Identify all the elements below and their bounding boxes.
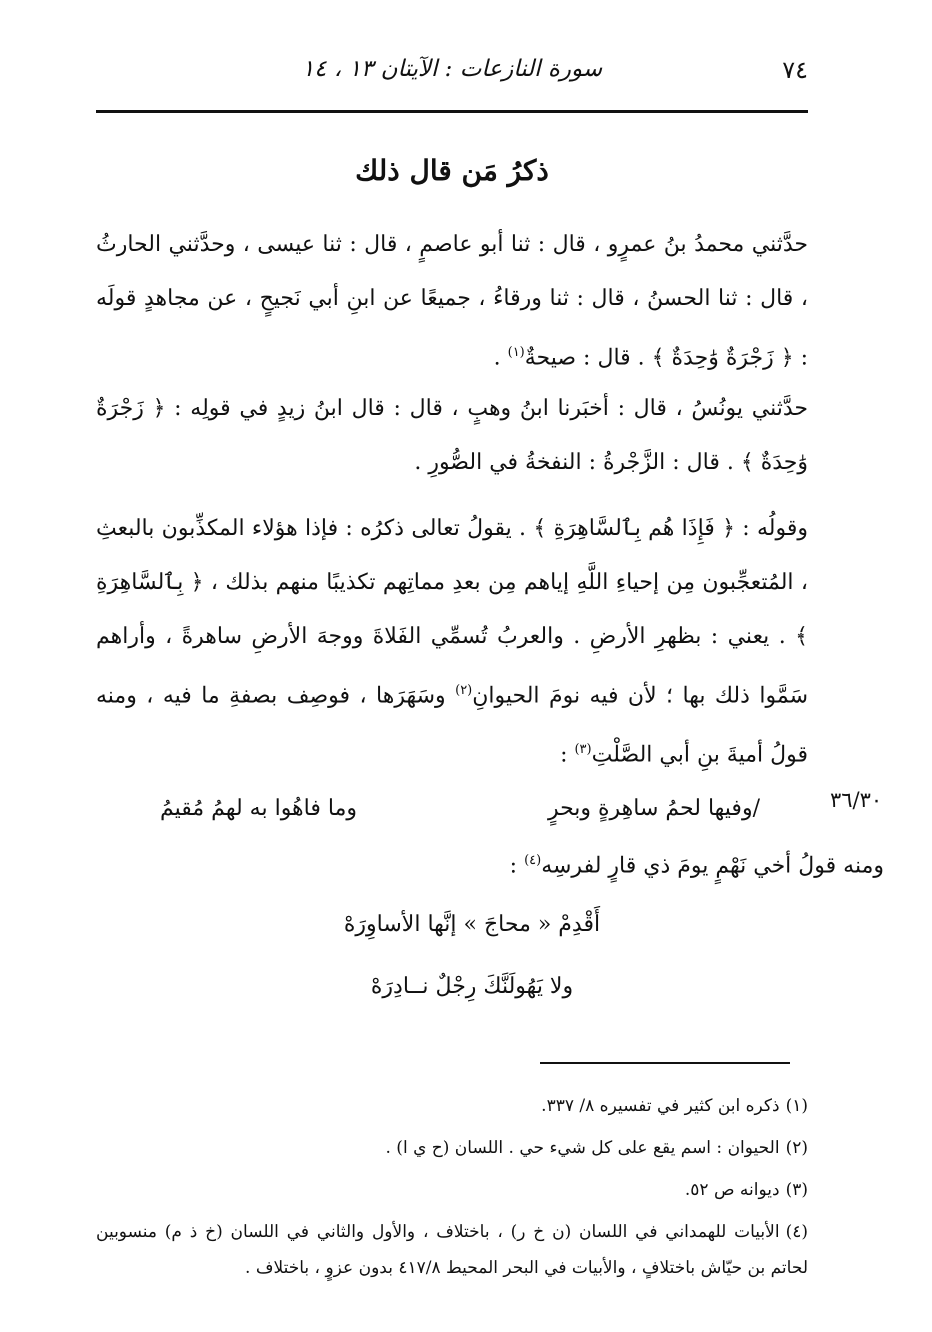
margin-reference: ٣٦/٣٠ bbox=[830, 788, 883, 812]
footnote-text: ذكره ابن كثير في تفسيره ٨/ ٣٣٧. bbox=[541, 1096, 780, 1116]
footnote-number: (١) bbox=[785, 1096, 808, 1116]
footnote-3 bbox=[96, 1172, 808, 1208]
paragraph-3-text-c: : bbox=[560, 742, 575, 768]
verse-hemistich-2: وما فاهُوا به لهمُ مُقيمُ bbox=[160, 796, 357, 821]
rajaz-line-1: أَقْدِمْ « محاجَ » إنَّها الأساوِرَهْ bbox=[343, 912, 601, 937]
footnotes bbox=[96, 1088, 808, 1292]
paragraph-2 bbox=[96, 382, 808, 490]
footnote-ref-2: (٢) bbox=[455, 683, 473, 698]
footnote-ref-3: (٣) bbox=[574, 742, 592, 758]
quote-intro bbox=[510, 834, 884, 893]
paragraph-1 bbox=[96, 218, 808, 385]
verse-hemistich-1: /وفيها لحمُ ساهِرةٍ وبحرٍ bbox=[547, 796, 760, 821]
footnote-text: الأبيات للهمداني في اللسان (ن خ ر) ، باختلاف ، والأول والثاني في اللسان (خ ذ م) منسوبين لحاتم بن حيّاش باختلافٍ ، والأبيات في البحر المحيط ٤١٧/٨ بدون عزوٍ ، باختلاف . bbox=[96, 1222, 808, 1278]
footnote-number: (٣) bbox=[785, 1180, 808, 1200]
footnote-text: ديوانه ص ٥٢. bbox=[684, 1180, 780, 1200]
paragraph-1-text: حدَّثني محمدُ بنُ عمرٍو ، قال : ثنا أبو عاصمٍ ، قال : ثنا عيسى ، وحدَّثني الحارثُ ، قال : ثنا الحسنُ ، قال : ثنا ورقاءُ ، جميعًا عن ابنِ أبي نَجيحٍ ، عن مجاهدٍ قولَه : ﴿ زَجْرَةٌ وَٰحِدَةٌ ﴾ . قال : صيحةٌ bbox=[96, 232, 808, 371]
header-rule bbox=[96, 110, 808, 113]
footnote-number: (٢) bbox=[785, 1138, 808, 1158]
quote-intro-end: : bbox=[509, 853, 525, 879]
footnote-ref-4: (٤) bbox=[524, 853, 542, 868]
footnote-number: (٤) bbox=[785, 1222, 808, 1242]
footnote-2 bbox=[96, 1130, 808, 1166]
footnote-4 bbox=[96, 1214, 808, 1286]
paragraph-3-text-a: وقولُه : ﴿ فَإِذَا هُم بِٱلسَّاهِرَةِ ﴾ . يقولُ تعالى ذكرُه : فإذا هؤلاء المكذِّبون بالبعثِ ، المُتعجِّبون مِن إحياءِ اللَّهِ إياهم مِن بعدِ مماتِهم تكذيبًا منهم بذلك ، ﴿ بِٱلسَّاهِرَةِ ﴾ . يعني : بظهرِ الأرضِ . والعربُ تُسمِّي الفَلاةَ ووجهَ الأرضِ ساهرةً ، وأراهم سَمَّوا ذلك بها ؛ لأن فيه نومَ الحيوانِ bbox=[96, 516, 809, 709]
paragraph-2-text: حدَّثني يونُسُ ، قال : أخبَرنا ابنُ وهبٍ ، قال : قال ابنُ زيدٍ في قولِه : ﴿ زَجْرَةٌ وَٰحِدَةٌ ﴾ . قال : الزَّجْرةُ : النفخةُ في الصُّورِ . bbox=[96, 396, 808, 475]
footnote-rule bbox=[540, 1062, 790, 1064]
footnote-1 bbox=[96, 1088, 808, 1124]
paragraph-3 bbox=[96, 502, 808, 783]
page-number: ٧٤ bbox=[782, 56, 808, 84]
running-title: سورة النازعات : الآيتان ١٣ ، ١٤ bbox=[301, 56, 603, 82]
footnote-ref-1: (١) bbox=[507, 345, 525, 360]
paragraph-1-end: . bbox=[493, 345, 508, 371]
footnote-text: الحيوان : اسم يقع على كل شيء حي . اللسان (ح ي ا) . bbox=[385, 1138, 780, 1158]
quote-intro-text: ومنه قولُ أخي نَهْمٍ يومَ ذي قارٍ لفرسِه bbox=[541, 853, 884, 879]
paragraph-3-text-b: وسَهَرَها ، فوصِف بصفةِ ما فيه ، ومنه قولُ أميةَ بنِ أبي الصَّلْتِ bbox=[96, 683, 808, 768]
rajaz-line-2: ولا يَهُولَنَّكَ رِجْلٌ نــادِرَهْ bbox=[370, 974, 574, 999]
page-header bbox=[96, 56, 808, 96]
section-heading: ذكرُ مَن قال ذلك bbox=[355, 154, 549, 187]
